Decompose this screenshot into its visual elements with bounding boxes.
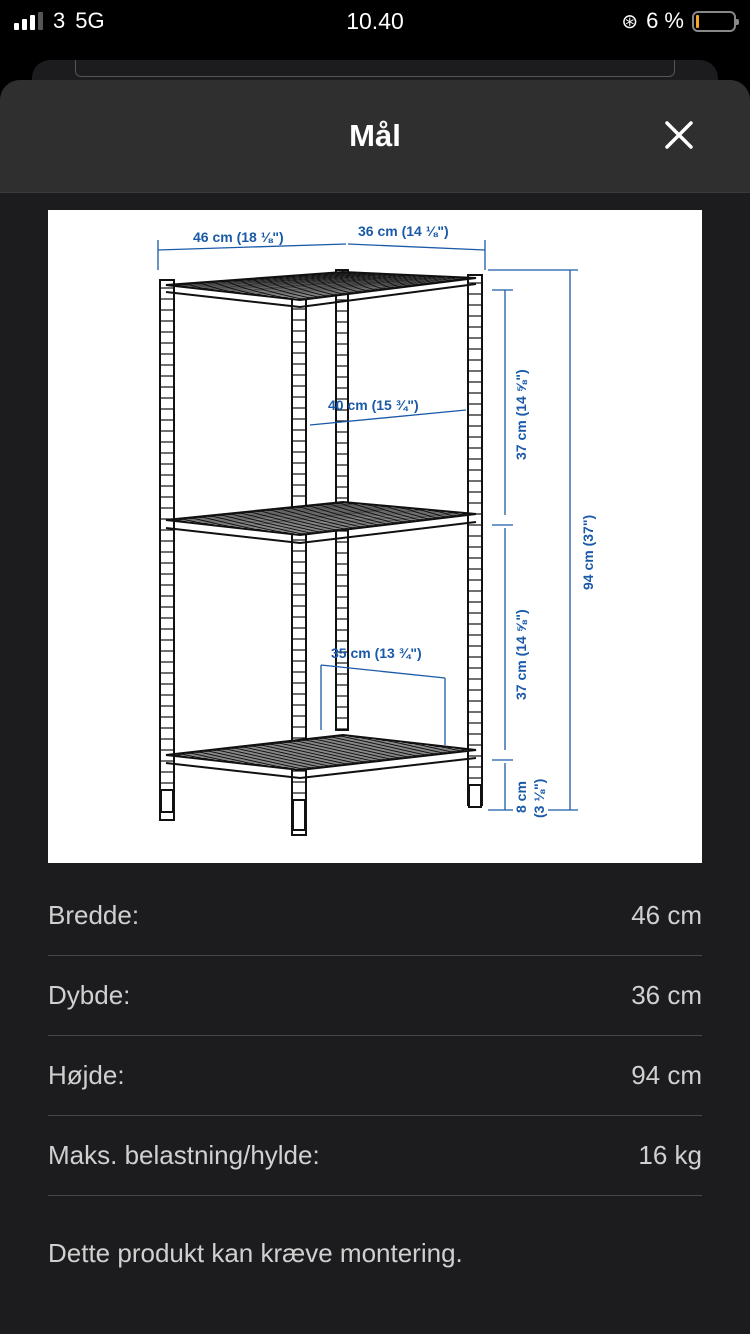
foot-height-in-label: (3 ⅛")	[531, 778, 547, 818]
shelf-gap-lower-label: 37 cm (14 ⅝")	[513, 609, 529, 700]
battery-percent: 6 %	[646, 8, 684, 33]
sheet-header	[0, 80, 750, 193]
spec-row-height	[48, 1036, 702, 1116]
spec-value: 94 cm	[631, 1060, 702, 1090]
shelf-drawing	[160, 270, 482, 835]
network-type: 5G	[75, 8, 105, 33]
depth-label: 36 cm (14 ⅛")	[358, 223, 449, 239]
rotation-lock-icon: ⊛	[621, 10, 639, 33]
spec-label: Maks. belastning/hylde:	[48, 1140, 320, 1170]
spec-value: 16 kg	[638, 1140, 702, 1170]
shelf-bottom	[166, 735, 476, 778]
spec-value: 46 cm	[631, 900, 702, 930]
spec-list	[48, 876, 702, 1196]
close-button[interactable]	[664, 120, 694, 150]
inner-width-label: 40 cm (15 ¾")	[328, 397, 419, 413]
assembly-note: Dette produkt kan kræve montering.	[48, 1238, 463, 1268]
spec-value: 36 cm	[631, 980, 702, 1010]
dimensions-sheet	[0, 80, 750, 1334]
shelf-gap-upper-label: 37 cm (14 ⅝")	[513, 369, 529, 460]
carrier: 3	[53, 8, 66, 33]
spec-label: Bredde:	[48, 900, 140, 930]
total-height-label: 94 cm (37")	[580, 514, 596, 590]
spec-row-max-load	[48, 1116, 702, 1196]
foot-height-cm-label: 8 cm	[513, 781, 529, 813]
inner-depth-label: 35 cm (13 ¾")	[331, 645, 422, 661]
battery-icon	[692, 11, 736, 32]
clock: 10.40	[346, 8, 404, 34]
spec-label: Højde:	[48, 1060, 125, 1090]
status-bar	[0, 0, 750, 44]
spec-row-width	[48, 876, 702, 956]
close-icon	[664, 120, 694, 150]
width-label: 46 cm (18 ⅛")	[193, 229, 284, 245]
dimension-diagram	[48, 210, 702, 863]
spec-label: Dybde:	[48, 980, 131, 1010]
spec-row-depth	[48, 956, 702, 1036]
sheet-title: Mål	[349, 118, 401, 153]
